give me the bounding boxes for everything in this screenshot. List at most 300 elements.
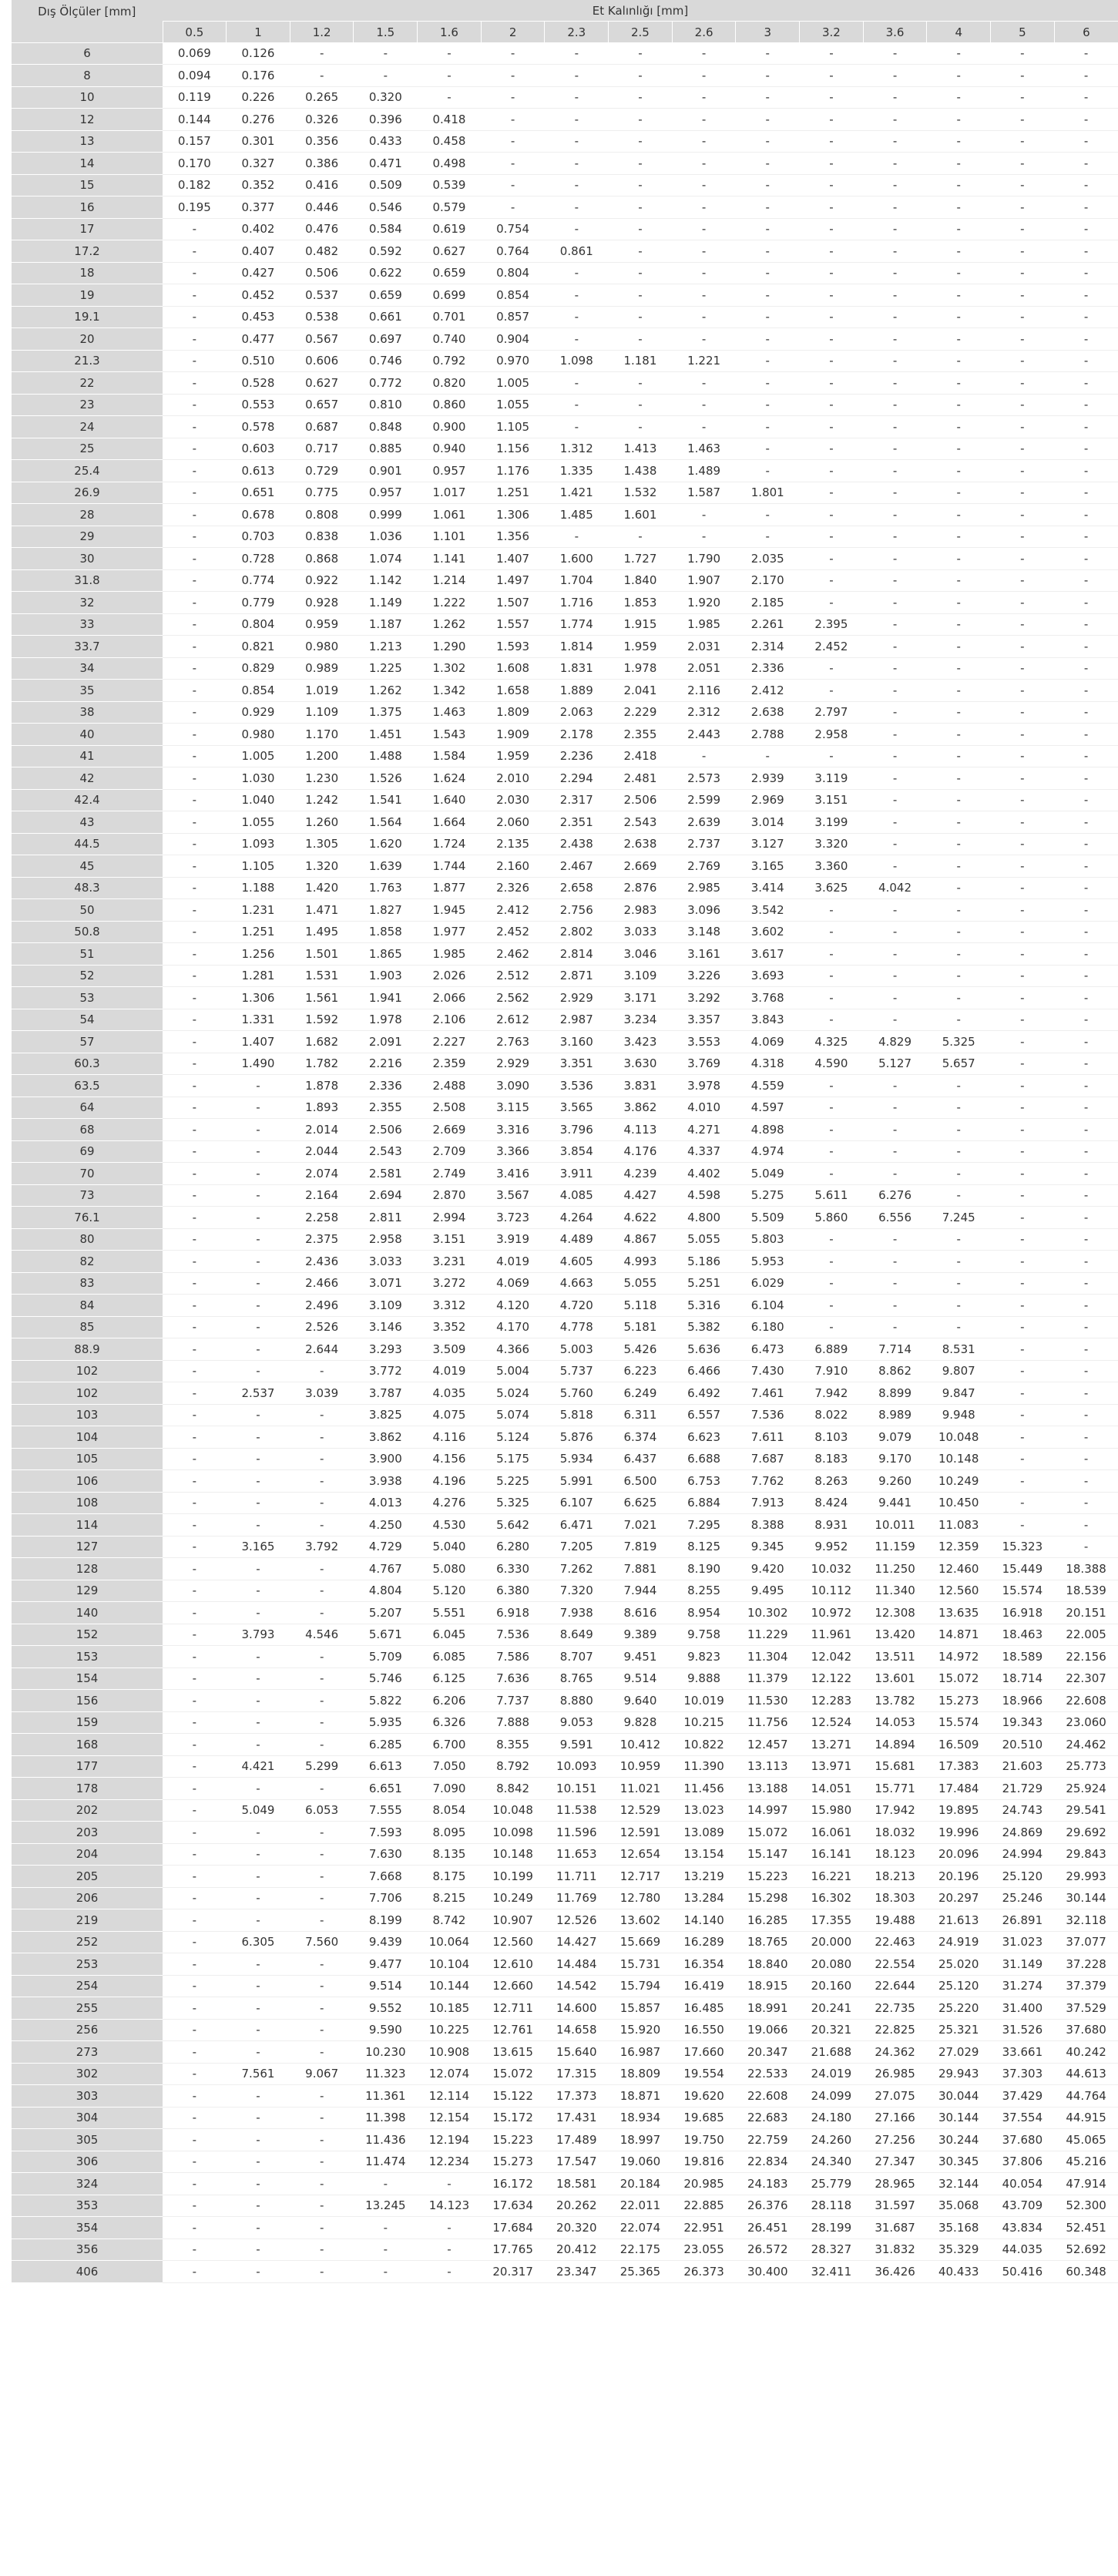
weight-cell: 29.943	[927, 2063, 991, 2085]
weight-cell: -	[227, 2173, 290, 2195]
weight-cell: 12.780	[609, 1887, 673, 1909]
weight-cell: 2.312	[672, 701, 736, 724]
weight-cell: 11.596	[545, 1822, 609, 1844]
weight-cell: -	[927, 921, 991, 943]
weight-cell: -	[163, 1228, 227, 1251]
thickness-header-cell: 5	[991, 22, 1055, 43]
weight-cell: -	[927, 416, 991, 438]
weight-cell: 0.740	[418, 328, 482, 351]
weight-cell: 4.867	[609, 1228, 673, 1251]
weight-cell: 3.351	[545, 1053, 609, 1075]
weight-cell: -	[672, 174, 736, 196]
weight-cell: 18.765	[736, 1931, 800, 1953]
weight-cell: -	[672, 416, 736, 438]
weight-cell: 3.109	[609, 965, 673, 987]
table-row	[12, 1316, 1118, 1338]
od-cell: 140	[12, 1602, 163, 1624]
weight-cell: 0.729	[290, 460, 354, 482]
weight-cell: -	[991, 899, 1055, 922]
weight-cell: -	[290, 2019, 354, 2041]
od-cell: 204	[12, 1843, 163, 1866]
weight-cell: 26.373	[672, 2261, 736, 2283]
weight-cell: -	[991, 1053, 1055, 1075]
weight-cell: -	[863, 833, 927, 855]
weight-cell: 2.876	[609, 877, 673, 899]
weight-cell: -	[227, 2151, 290, 2173]
weight-cell: 10.144	[418, 1975, 482, 1997]
weight-cell: -	[227, 1734, 290, 1756]
od-cell: 16	[12, 196, 163, 219]
table-row	[12, 1755, 1118, 1778]
weight-cell: 1.375	[354, 701, 418, 724]
weight-cell: -	[800, 86, 864, 109]
weight-cell: 1.724	[418, 833, 482, 855]
weight-cell: -	[863, 811, 927, 834]
weight-cell: 1.260	[290, 811, 354, 834]
weight-cell: 8.931	[800, 1514, 864, 1537]
weight-cell: 29.843	[1054, 1843, 1118, 1866]
weight-cell: 24.183	[736, 2173, 800, 2195]
weight-cell: -	[609, 394, 673, 416]
weight-cell: 14.871	[927, 1624, 991, 1646]
weight-cell: -	[1054, 174, 1118, 196]
weight-cell: 0.779	[227, 592, 290, 614]
weight-cell: 10.249	[927, 1470, 991, 1493]
weight-cell: -	[927, 592, 991, 614]
weight-cell: -	[863, 1228, 927, 1251]
weight-cell: 3.151	[418, 1228, 482, 1251]
weight-cell: -	[227, 1668, 290, 1690]
table-row	[12, 1272, 1118, 1295]
weight-cell: 1.109	[290, 701, 354, 724]
weight-cell: 1.858	[354, 921, 418, 943]
thickness-header-cell: 0.5	[163, 22, 227, 43]
weight-cell: 14.123	[418, 2195, 482, 2217]
weight-cell: 3.127	[736, 833, 800, 855]
weight-cell: 4.035	[418, 1382, 482, 1405]
weight-cell: -	[927, 724, 991, 746]
weight-cell: 40.054	[991, 2173, 1055, 2195]
table-row	[12, 153, 1118, 175]
weight-cell: 10.412	[609, 1734, 673, 1756]
weight-cell: -	[736, 306, 800, 328]
weight-cell: -	[545, 196, 609, 219]
weight-cell: 15.449	[991, 1558, 1055, 1580]
weight-cell: -	[227, 1207, 290, 1229]
weight-cell: 18.997	[609, 2129, 673, 2151]
weight-cell: 16.221	[800, 1866, 864, 1888]
weight-cell: 10.019	[672, 1690, 736, 1712]
weight-cell: 5.299	[290, 1755, 354, 1778]
weight-cell: -	[863, 218, 927, 240]
weight-cell: 2.769	[672, 855, 736, 878]
weight-cell: 0.854	[481, 284, 545, 307]
weight-cell: 1.105	[481, 416, 545, 438]
weight-cell: 0.509	[354, 174, 418, 196]
weight-cell: -	[927, 745, 991, 767]
weight-cell: 3.033	[609, 921, 673, 943]
weight-cell: -	[800, 109, 864, 131]
weight-cell: 1.471	[290, 899, 354, 922]
od-cell: 44.5	[12, 833, 163, 855]
weight-cell: 1.231	[227, 899, 290, 922]
weight-cell: 1.600	[545, 548, 609, 570]
weight-cell: 27.166	[863, 2107, 927, 2129]
weight-cell: 15.731	[609, 1953, 673, 1976]
weight-cell: 2.135	[481, 833, 545, 855]
weight-cell: 11.474	[354, 2151, 418, 2173]
weight-cell: -	[609, 65, 673, 87]
weight-cell: 31.526	[991, 2019, 1055, 2041]
weight-cell: -	[927, 767, 991, 790]
weight-cell: 0.804	[227, 613, 290, 636]
weight-cell: -	[609, 416, 673, 438]
weight-cell: 16.354	[672, 1953, 736, 1976]
weight-cell: 1.541	[354, 789, 418, 811]
weight-cell: 17.660	[672, 2041, 736, 2064]
weight-cell: 15.794	[609, 1975, 673, 1997]
weight-cell: 1.290	[418, 636, 482, 658]
weight-cell: 2.412	[481, 899, 545, 922]
weight-cell: -	[163, 2173, 227, 2195]
weight-cell: 0.386	[290, 153, 354, 175]
weight-cell: 13.154	[672, 1843, 736, 1866]
weight-cell: 2.526	[290, 1316, 354, 1338]
od-cell: 69	[12, 1140, 163, 1163]
weight-cell: 0.396	[354, 109, 418, 131]
weight-cell: 2.170	[736, 569, 800, 592]
weight-cell: -	[927, 504, 991, 526]
weight-cell: 22.554	[863, 1953, 927, 1976]
od-cell: 356	[12, 2238, 163, 2261]
weight-cell: 8.792	[481, 1755, 545, 1778]
weight-cell: 37.554	[991, 2107, 1055, 2129]
od-cell: 324	[12, 2173, 163, 2195]
od-cell: 22	[12, 372, 163, 395]
od-cell: 41	[12, 745, 163, 767]
weight-cell: -	[227, 1690, 290, 1712]
weight-cell: -	[991, 1119, 1055, 1141]
weight-cell: 10.048	[481, 1799, 545, 1822]
weight-cell: -	[290, 1887, 354, 1909]
weight-cell: 4.276	[418, 1492, 482, 1514]
weight-cell: -	[672, 504, 736, 526]
weight-cell: -	[609, 218, 673, 240]
table-row	[12, 2238, 1118, 2261]
weight-cell: 1.853	[609, 592, 673, 614]
table-row	[12, 328, 1118, 351]
weight-cell: 2.987	[545, 1009, 609, 1031]
weight-cell: 43.709	[991, 2195, 1055, 2217]
weight-cell: 5.382	[672, 1316, 736, 1338]
weight-cell: 0.416	[290, 174, 354, 196]
weight-cell: 5.760	[545, 1382, 609, 1405]
weight-cell: 37.806	[991, 2151, 1055, 2173]
weight-cell: -	[927, 680, 991, 702]
weight-cell: 15.574	[991, 1580, 1055, 1602]
weight-cell: -	[163, 811, 227, 834]
weight-cell: 2.261	[736, 613, 800, 636]
weight-cell: 14.542	[545, 1975, 609, 1997]
weight-cell: -	[354, 2261, 418, 2283]
weight-cell: 3.360	[800, 855, 864, 878]
weight-cell: -	[1054, 262, 1118, 284]
weight-cell: -	[290, 1580, 354, 1602]
weight-cell: 7.536	[736, 1404, 800, 1426]
weight-cell: -	[163, 2261, 227, 2283]
weight-cell: 2.985	[672, 877, 736, 899]
weight-cell: 0.446	[290, 196, 354, 219]
weight-cell: -	[1054, 657, 1118, 680]
od-cell: 152	[12, 1624, 163, 1646]
weight-cell: 1.774	[545, 613, 609, 636]
weight-cell: 32.118	[1054, 1909, 1118, 1932]
weight-cell: 20.510	[991, 1734, 1055, 1756]
weight-cell: 5.934	[545, 1448, 609, 1470]
weight-cell: -	[1054, 636, 1118, 658]
weight-cell: 10.959	[609, 1755, 673, 1778]
weight-cell: 0.407	[227, 240, 290, 263]
od-cell: 406	[12, 2261, 163, 2283]
weight-cell: 9.439	[354, 1931, 418, 1953]
weight-cell: -	[290, 1404, 354, 1426]
weight-cell: -	[863, 745, 927, 767]
weight-cell: 25.120	[927, 1975, 991, 1997]
weight-cell: 0.754	[481, 218, 545, 240]
od-cell: 83	[12, 1272, 163, 1295]
weight-cell: 12.457	[736, 1734, 800, 1756]
weight-cell: -	[290, 1843, 354, 1866]
weight-cell: 0.857	[481, 306, 545, 328]
table-row	[12, 1251, 1118, 1273]
weight-cell: 1.342	[418, 680, 482, 702]
weight-cell: 44.613	[1054, 2063, 1118, 2085]
weight-cell: 25.020	[927, 1953, 991, 1976]
weight-cell: 1.682	[290, 1031, 354, 1053]
weight-cell: 0.848	[354, 416, 418, 438]
weight-cell: 0.592	[354, 240, 418, 263]
weight-cell: 18.303	[863, 1887, 927, 1909]
weight-cell: 17.942	[863, 1799, 927, 1822]
weight-cell: 2.106	[418, 1009, 482, 1031]
table-row	[12, 2019, 1118, 2041]
weight-cell: 3.115	[481, 1097, 545, 1119]
weight-cell: -	[163, 2195, 227, 2217]
weight-cell: -	[991, 1492, 1055, 1514]
weight-cell: 5.426	[609, 1338, 673, 1361]
weight-cell: 6.473	[736, 1338, 800, 1361]
weight-cell: -	[163, 1272, 227, 1295]
weight-cell: -	[227, 1492, 290, 1514]
weight-cell: -	[800, 482, 864, 504]
weight-cell: -	[1054, 855, 1118, 878]
weight-cell: 2.749	[418, 1163, 482, 1185]
weight-cell: 14.427	[545, 1931, 609, 1953]
weight-cell: -	[163, 1843, 227, 1866]
weight-cell: -	[927, 394, 991, 416]
weight-cell: -	[1054, 1514, 1118, 1537]
weight-cell: -	[800, 42, 864, 65]
weight-cell: -	[163, 1140, 227, 1163]
weight-cell: -	[163, 1866, 227, 1888]
od-cell: 178	[12, 1778, 163, 1800]
od-cell: 177	[12, 1755, 163, 1778]
weight-cell: -	[163, 1009, 227, 1031]
weight-cell: 3.900	[354, 1448, 418, 1470]
weight-cell: 1.242	[290, 789, 354, 811]
weight-cell: 1.865	[354, 943, 418, 966]
weight-cell: -	[163, 1163, 227, 1185]
table-row	[12, 767, 1118, 790]
table-row	[12, 1470, 1118, 1493]
od-cell: 25.4	[12, 460, 163, 482]
weight-cell: 3.366	[481, 1140, 545, 1163]
weight-cell: 20.000	[800, 1931, 864, 1953]
weight-cell: 28.327	[800, 2238, 864, 2261]
weight-cell: 9.079	[863, 1426, 927, 1449]
weight-cell: -	[290, 2129, 354, 2151]
weight-cell: 0.687	[290, 416, 354, 438]
table-row	[12, 504, 1118, 526]
weight-cell: -	[800, 65, 864, 87]
weight-cell: -	[545, 218, 609, 240]
weight-cell: 1.587	[672, 482, 736, 504]
weight-cell: -	[1054, 1163, 1118, 1185]
weight-cell: -	[736, 196, 800, 219]
weight-cell: -	[227, 1119, 290, 1141]
table-row	[12, 1492, 1118, 1514]
weight-cell: 6.500	[609, 1470, 673, 1493]
weight-cell: 12.194	[418, 2129, 482, 2151]
od-cell: 353	[12, 2195, 163, 2217]
weight-cell: 5.818	[545, 1404, 609, 1426]
weight-cell: 37.529	[1054, 1997, 1118, 2020]
weight-cell: 22.834	[736, 2151, 800, 2173]
weight-cell: 2.035	[736, 548, 800, 570]
weight-cell: 8.742	[418, 1909, 482, 1932]
weight-cell: 6.623	[672, 1426, 736, 1449]
weight-cell: -	[354, 2173, 418, 2195]
weight-cell: 20.151	[1054, 1602, 1118, 1624]
weight-cell: -	[991, 1272, 1055, 1295]
weight-cell: -	[1054, 592, 1118, 614]
weight-cell: 37.680	[991, 2129, 1055, 2151]
weight-cell: -	[863, 42, 927, 65]
weight-cell: 0.578	[227, 416, 290, 438]
weight-cell: -	[736, 218, 800, 240]
weight-cell: 19.895	[927, 1799, 991, 1822]
od-cell: 26.9	[12, 482, 163, 504]
weight-cell: 1.501	[290, 943, 354, 966]
weight-cell: 1.495	[290, 921, 354, 943]
weight-cell: -	[927, 306, 991, 328]
weight-cell: 8.255	[672, 1580, 736, 1602]
table-row	[12, 1140, 1118, 1163]
weight-cell: 6.889	[800, 1338, 864, 1361]
weight-cell: -	[927, 460, 991, 482]
weight-cell: -	[1054, 328, 1118, 351]
weight-cell: -	[163, 1316, 227, 1338]
table-row	[12, 1558, 1118, 1580]
weight-cell: -	[163, 1997, 227, 2020]
weight-cell: -	[863, 636, 927, 658]
od-cell: 29	[12, 526, 163, 548]
weight-cell: -	[609, 372, 673, 395]
weight-cell: -	[863, 701, 927, 724]
weight-cell: 1.909	[481, 724, 545, 746]
weight-cell: -	[1054, 1207, 1118, 1229]
weight-cell: 1.608	[481, 657, 545, 680]
weight-cell: -	[1054, 42, 1118, 65]
table-row	[12, 1909, 1118, 1932]
weight-cell: -	[290, 1470, 354, 1493]
weight-cell: 31.832	[863, 2238, 927, 2261]
weight-cell: -	[800, 306, 864, 328]
weight-cell: 2.929	[545, 987, 609, 1009]
weight-cell: 1.055	[227, 811, 290, 834]
weight-cell: 7.205	[545, 1536, 609, 1558]
weight-cell: 20.317	[481, 2261, 545, 2283]
weight-cell: 15.323	[991, 1536, 1055, 1558]
weight-cell: -	[863, 1163, 927, 1185]
weight-cell: 3.509	[418, 1338, 482, 1361]
weight-cell: 2.871	[545, 965, 609, 987]
weight-cell: -	[927, 438, 991, 460]
weight-cell: 4.767	[354, 1558, 418, 1580]
weight-cell: 12.524	[800, 1711, 864, 1734]
weight-cell: 0.699	[418, 284, 482, 307]
weight-cell: -	[927, 965, 991, 987]
table-row	[12, 394, 1118, 416]
weight-cell: 12.529	[609, 1799, 673, 1822]
weight-cell: 3.553	[672, 1031, 736, 1053]
weight-cell: -	[736, 42, 800, 65]
weight-cell: -	[991, 482, 1055, 504]
weight-cell: 2.314	[736, 636, 800, 658]
weight-cell: 0.477	[227, 328, 290, 351]
weight-cell: -	[163, 613, 227, 636]
weight-cell: 6.053	[290, 1799, 354, 1822]
weight-cell: 3.769	[672, 1053, 736, 1075]
weight-cell: -	[290, 2217, 354, 2239]
weight-cell: -	[991, 1382, 1055, 1405]
od-cell: 256	[12, 2019, 163, 2041]
weight-cell: -	[927, 526, 991, 548]
weight-cell: 0.482	[290, 240, 354, 263]
weight-cell: 0.402	[227, 218, 290, 240]
weight-cell: -	[290, 1360, 354, 1382]
weight-cell: 30.144	[1054, 1887, 1118, 1909]
weight-cell: 2.375	[290, 1228, 354, 1251]
weight-cell: -	[672, 153, 736, 175]
weight-cell: 0.356	[290, 130, 354, 153]
weight-cell: 24.340	[800, 2151, 864, 2173]
weight-cell: 5.636	[672, 1338, 736, 1361]
weight-cell: 18.991	[736, 1997, 800, 2020]
weight-cell: 1.017	[418, 482, 482, 504]
weight-cell: 16.061	[800, 1822, 864, 1844]
weight-cell: -	[290, 1778, 354, 1800]
weight-cell: 1.187	[354, 613, 418, 636]
weight-cell: 8.135	[418, 1843, 482, 1866]
weight-cell: 4.622	[609, 1207, 673, 1229]
weight-cell: 17.634	[481, 2195, 545, 2217]
thickness-header-cell: 2.6	[672, 22, 736, 43]
weight-cell: -	[991, 811, 1055, 834]
weight-cell: 11.436	[354, 2129, 418, 2151]
weight-cell: 16.419	[672, 1975, 736, 1997]
weight-cell: -	[163, 877, 227, 899]
